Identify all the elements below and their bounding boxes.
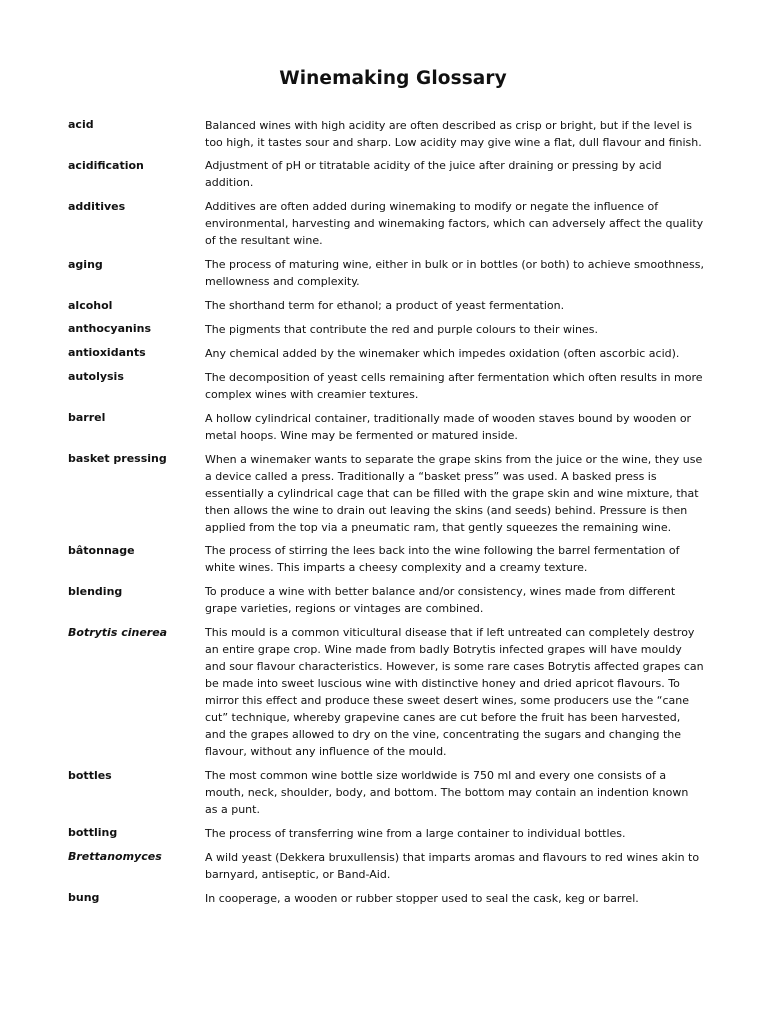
glossary-definition: The process of stirring the lees back into the wine following the barrel fermentation of white wines. This imparts a cheesy complexity and a creamy texture. [205,544,680,575]
glossary-term: additives [68,199,126,213]
glossary-term: blending [68,584,123,598]
glossary-entry [68,297,704,315]
glossary-term: aging [68,257,103,271]
glossary-term: alcohol [68,298,113,312]
glossary-term: Botrytis cinerea [68,625,168,639]
glossary-entry [68,450,704,536]
document-title: Winemaking Glossary [279,68,507,89]
glossary-entry [68,824,704,842]
glossary-entry [68,624,704,761]
glossary-term: anthocyanins [68,322,151,336]
glossary-definition: Balanced wines with high acidity are often described as crisp or bright, but if the level is too high, it tastes sour and sharp. Low acidity may give wine a flat, dull flavour and finish. [205,118,702,149]
glossary-term: acidification [68,158,144,172]
glossary-term: Brettanomyces [68,850,162,864]
glossary-definition: In cooperage, a wooden or rubber stopper used to seal the cask, keg or barrel. [205,891,639,905]
glossary-definition: To produce a wine with better balance and/or consistency, wines made from different grape varieties, regions or vintages are combined. [205,585,676,616]
glossary-definition: This mould is a common viticultural disease that if left untreated can completely destroy an entire grape crop. Wine made from badly Botrytis infected grapes will have mouldy and sour flavour characteristics. However, is some rare cases Botrytis affected grapes can be made into sweet luscious wine with distinctive honey and dried apricot flavours. To mirror this effect and produce these sweet desert wines, some producers use the “cane cut” technique, whereby grapevine canes are cut before the fruit has been harvested, and the grapes allowed to dry on the vine, concentrating the sugars and changing the flavour, without any influence of the mould. [205,626,704,759]
glossary-entry [68,368,704,403]
glossary-definition: The shorthand term for ethanol; a product of yeast fermentation. [205,299,565,313]
glossary-definition: Adjustment of pH or titratable acidity of the juice after draining or pressing by acid addition. [205,159,662,190]
glossary-definition: The decomposition of yeast cells remaining after fermentation which often results in more complex wines with creamier textures. [205,370,703,401]
glossary-entry [68,542,704,577]
glossary-definition: A hollow cylindrical container, traditionally made of wooden staves bound by wooden or metal hoops. Wine may be fermented or matured inside. [205,411,692,442]
glossary-term: basket pressing [68,452,167,466]
glossary-entry [68,344,704,362]
glossary-definition: Additives are often added during winemaking to modify or negate the influence of environmental, harvesting and winemaking factors, which can adversely affect the quality of the resultant wine. [205,200,704,248]
glossary-term: antioxidants [68,346,146,360]
glossary-term: bung [68,891,100,905]
glossary-term: bâtonnage [68,543,135,557]
glossary-entry [68,198,704,250]
glossary-entry [68,889,704,907]
glossary-entry [68,767,704,819]
glossary-entry [68,409,704,444]
glossary-entry [68,116,704,151]
glossary-definition: The process of maturing wine, either in bulk or in bottles (or both) to achieve smoothness, mellowness and complexity. [205,258,704,289]
glossary-term: autolysis [68,370,124,384]
glossary-definition: The most common wine bottle size worldwide is 750 ml and every one consists of a mouth, neck, shoulder, body, and bottom. The bottom may contain an indention known as a punt. [205,769,689,817]
glossary-term: bottling [68,826,118,840]
glossary-definition: Any chemical added by the winemaker which impedes oxidation (often ascorbic acid). [205,346,680,360]
glossary-definition: The process of transferring wine from a large container to individual bottles. [205,826,626,840]
glossary-entry [68,256,704,291]
glossary-list [68,116,704,907]
glossary-definition: When a winemaker wants to separate the grape skins from the juice or the wine, they use a device called a press. Traditionally a “basket press” was used. A basked press is essentially a cylindrical cage that can be filled with the grape skin and wine mixture, that then allows the wine to drain out leaving the skins (and seeds) behind. Pressure is then applied from the top via a pneumatic ram, that gently squeezes the remaining wine. [205,452,703,534]
glossary-definition: A wild yeast (Dekkera bruxullensis) that imparts aromas and flavours to red wines akin to barnyard, antiseptic, or Band-Aid. [205,850,700,881]
glossary-entry [68,320,704,338]
glossary-term: bottles [68,768,112,782]
glossary-definition: The pigments that contribute the red and purple colours to their wines. [205,322,598,336]
glossary-term: acid [68,118,94,131]
glossary-entry [68,583,704,618]
glossary-entry [68,157,704,192]
glossary-term: barrel [68,411,106,425]
glossary-entry [68,848,704,883]
